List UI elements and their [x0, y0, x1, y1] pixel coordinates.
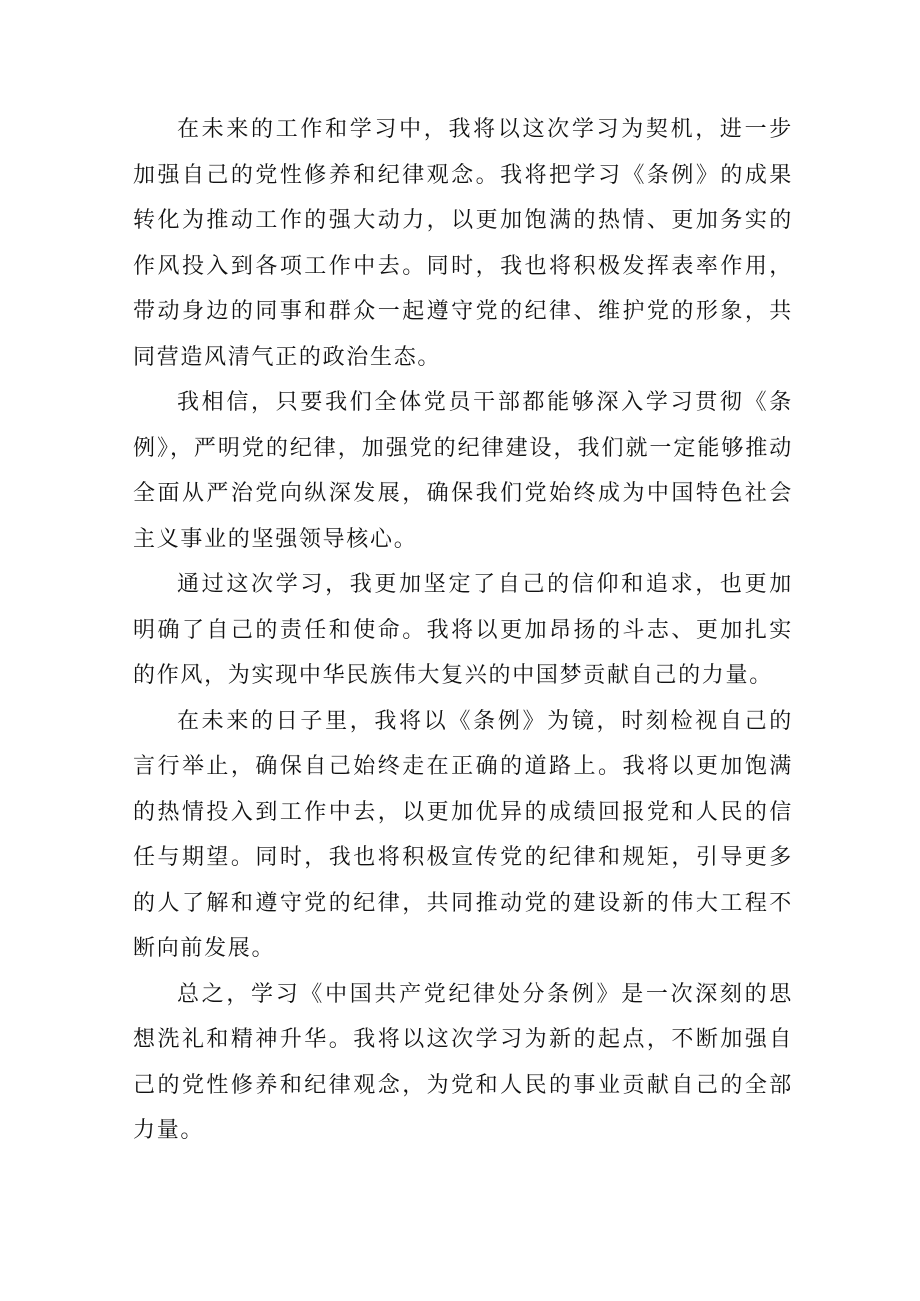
- paragraph-belief: 我相信，只要我们全体党员干部都能够深入学习贯彻《条例》，严明党的纪律，加强党的纪律建设，我们就一定能够推动全面从严治党向纵深发展，确保我们党始终成为中国特色社会主义事业的坚强领导核心。: [133, 390, 793, 552]
- paragraph-conclusion: 总之，学习《中国共产党纪律处分条例》是一次深刻的思想洗礼和精神升华。我将以这次学习为新的起点，不断加强自己的党性修养和纪律观念，为党和人民的事业贡献自己的全部力量。: [133, 981, 793, 1143]
- paragraph-future-work: 在未来的工作和学习中，我将以这次学习为契机，进一步加强自己的党性修养和纪律观念。我将把学习《条例》的成果转化为推动工作的强大动力，以更加饱满的热情、更加务实的作风投入到各项工作中去。同时，我也将积极发挥表率作用，带动身边的同事和群众一起遵守党的纪律、维护党的形象，共同营造风清气正的政治生态。: [133, 117, 793, 370]
- document-body: [133, 107, 793, 1154]
- paragraph-study-outcome: 通过这次学习，我更加坚定了自己的信仰和追求，也更加明确了自己的责任和使命。我将以更加昂扬的斗志、更加扎实的作风，为实现中华民族伟大复兴的中国梦贡献自己的力量。: [133, 572, 793, 688]
- paragraph-future-days: 在未来的日子里，我将以《条例》为镜，时刻检视自己的言行举止，确保自己始终走在正确的道路上。我将以更加饱满的热情投入到工作中去，以更加优异的成绩回报党和人民的信任与期望。同时，我也将积极宣传党的纪律和规矩，引导更多的人了解和遵守党的纪律，共同推动党的建设新的伟大工程不断向前发展。: [133, 708, 793, 961]
